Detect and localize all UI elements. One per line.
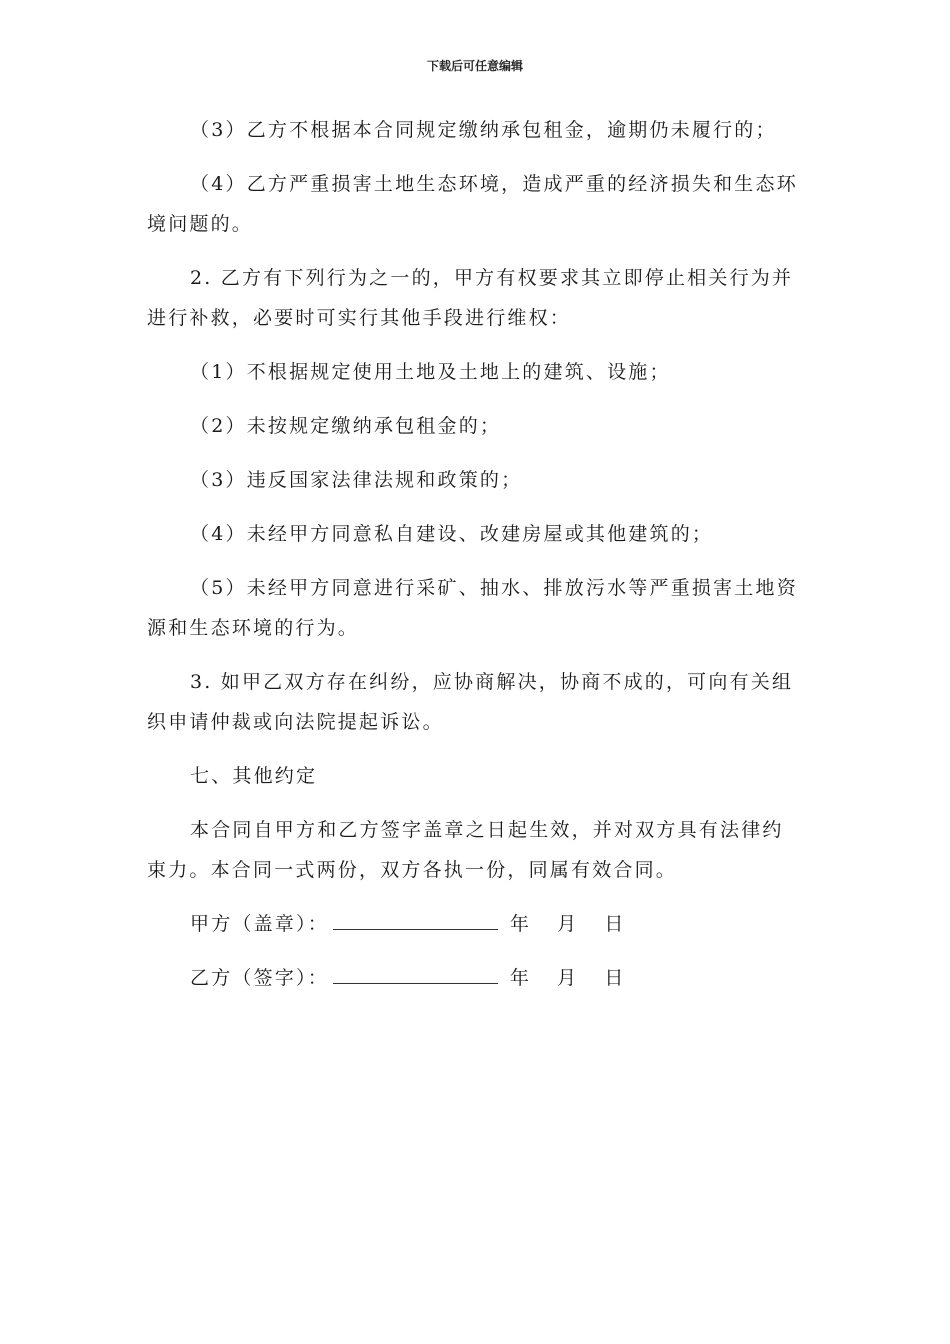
- page-header: 下载后可任意编辑: [426, 59, 523, 73]
- clause-paragraph: （4）乙方严重损害土地生态环境，造成严重的经济损失和生态环境问题的。: [147, 173, 798, 235]
- party-a-signature-blank: [333, 915, 498, 930]
- clause-paragraph: （2）未按规定缴纳承包租金的；: [190, 415, 502, 437]
- day-label: 日: [604, 913, 626, 935]
- clause-paragraph: （3）违反国家法律法规和政策的；: [190, 469, 523, 491]
- month-label: 月: [557, 913, 579, 935]
- clause-paragraph: 2. 乙方有下列行为之一的，甲方有权要求其立即停止相关行为并进行补救，必要时可实行其他手段进行维权：: [147, 267, 794, 329]
- clause-paragraph: （1）不根据规定使用土地及土地上的建筑、设施；: [190, 361, 671, 383]
- day-label: 日: [604, 967, 626, 989]
- clause-paragraph: （5）未经甲方同意进行采矿、抽水、排放污水等严重损害土地资源和生态环境的行为。: [147, 577, 798, 639]
- party-a-signature-line: [147, 904, 803, 944]
- party-b-signature-line: [147, 958, 803, 998]
- party-b-label: 乙方（签字）：: [190, 967, 329, 989]
- party-b-signature-blank: [333, 969, 498, 984]
- document-body: [147, 110, 803, 1012]
- clause-paragraph: （4）未经甲方同意私自建设、改建房屋或其他建筑的；: [190, 523, 714, 545]
- section-heading: 七、其他约定: [190, 765, 318, 787]
- month-label: 月: [557, 967, 579, 989]
- year-label: 年: [509, 913, 532, 935]
- clause-paragraph: （3）乙方不根据本合同规定缴纳承包租金，逾期仍未履行的；: [190, 119, 777, 141]
- year-label: 年: [509, 967, 532, 989]
- clause-paragraph: 3. 如甲乙双方存在纠纷，应协商解决，协商不成的，可向有关组织申请仲裁或向法院提起诉讼。: [147, 671, 794, 733]
- clause-paragraph: 本合同自甲方和乙方签字盖章之日起生效，并对双方具有法律约束力。本合同一式两份，双方各执一份，同属有效合同。: [147, 819, 784, 881]
- party-a-label: 甲方（盖章）：: [190, 913, 329, 935]
